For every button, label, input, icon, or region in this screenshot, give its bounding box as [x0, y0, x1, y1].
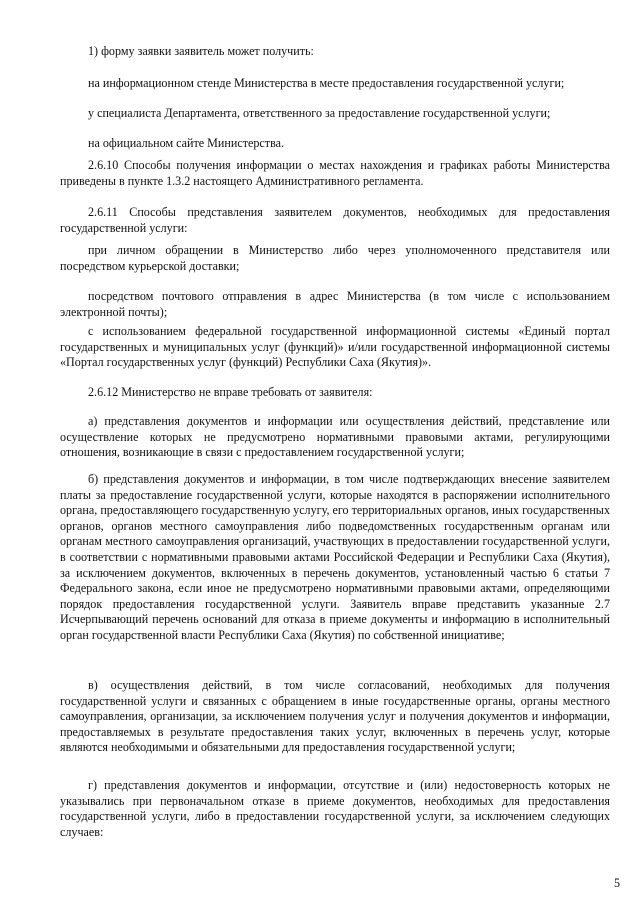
paragraph-personal-visit: при личном обращении в Министерство либо через уполномоченного представителя или посредством курьерской доставки; [60, 243, 610, 273]
paragraph-portal: с использованием федеральной государственной информационной системы «Единый портал государственных и муниципальных услуг (функций)» и/или государственной информационной системы «Портал государственных услуг (функций) Республики Саха (Якутия)». [60, 324, 610, 370]
paragraph-info-stand: на информационном стенде Министерства в месте предоставления государственной услуги; [88, 76, 565, 90]
paragraph-item-g: г) представления документов и информации, отсутствие и (или) недостоверность которых не указывались при первоначальном отказе в приеме документов, необходимых для предоставления государственной услуги, либо в предоставлении государственной услуги, за исключением следующих случаев: [60, 778, 610, 839]
page-number: 5 [613, 876, 620, 890]
paragraph-item-b: б) представления документов и информации, в том числе подтверждающих внесение заявителем платы за предоставление государственной услуги, которые находятся в распоряжении исполнительного органа, предоставляющего государственную услугу, его территориальных органов, иных государственных органов, органов местного самоуправления либо подведомственных государственным органам или органам местного самоуправления организаций, участвующих в предоставлении государственной услуги, в соответствии с нормативными правовыми актами Российской Федерации и Республики Саха (Якутия), за исключением документов, включенных в перечень документов, установленный частью 6 статьи 7 Федерального закона, если иное не предусмотрено нормативными правовыми актами, определяющими порядок предоставления государственной услуги. Заявитель вправе представить указанные 2.7 Исчерпывающий перечень оснований для отказа в приеме документы и информацию в исполнительный орган государственной власти Республики Саха (Якутия) по собственной инициативе; [60, 472, 610, 642]
paragraph-2-6-11: 2.6.11 Способы представления заявителем документов, необходимых для предоставления государственной услуги: [60, 205, 610, 235]
paragraph-2-6-12: 2.6.12 Министерство не вправе требовать от заявителя: [88, 385, 373, 399]
paragraph-item-a: а) представления документов и информации или осуществления действий, представление или осуществление которых не предусмотрено нормативными правовыми актами, регулирующими отношения, возникающие в связи с предоставлением государственной услуги; [60, 414, 610, 460]
paragraph-2-6-10: 2.6.10 Способы получения информации о местах нахождения и графиках работы Министерства приведены в пункте 1.3.2 настоящего Административного регламента. [60, 158, 610, 188]
paragraph-item-v: в) осуществления действий, в том числе согласований, необходимых для получения государственной услуги и связанных с обращением в иные государственные органы, органы местного самоуправления, организации, за исключением получения услуг и получения документов и информации, предоставляемых в результате предоставления таких услуг, включенных в перечень услуг, которые являются необходимыми и обязательными для предоставления государственной услуги; [60, 678, 610, 755]
paragraph-postal: посредством почтового отправления в адрес Министерства (в том числе с использованием электронной почты); [60, 289, 610, 319]
paragraph-form-source: 1) форму заявки заявитель может получить: [88, 44, 314, 58]
paragraph-official-site: на официальном сайте Министерства. [88, 136, 285, 150]
paragraph-department-specialist: у специалиста Департамента, ответственного за предоставление государственной услуги; [88, 106, 551, 120]
